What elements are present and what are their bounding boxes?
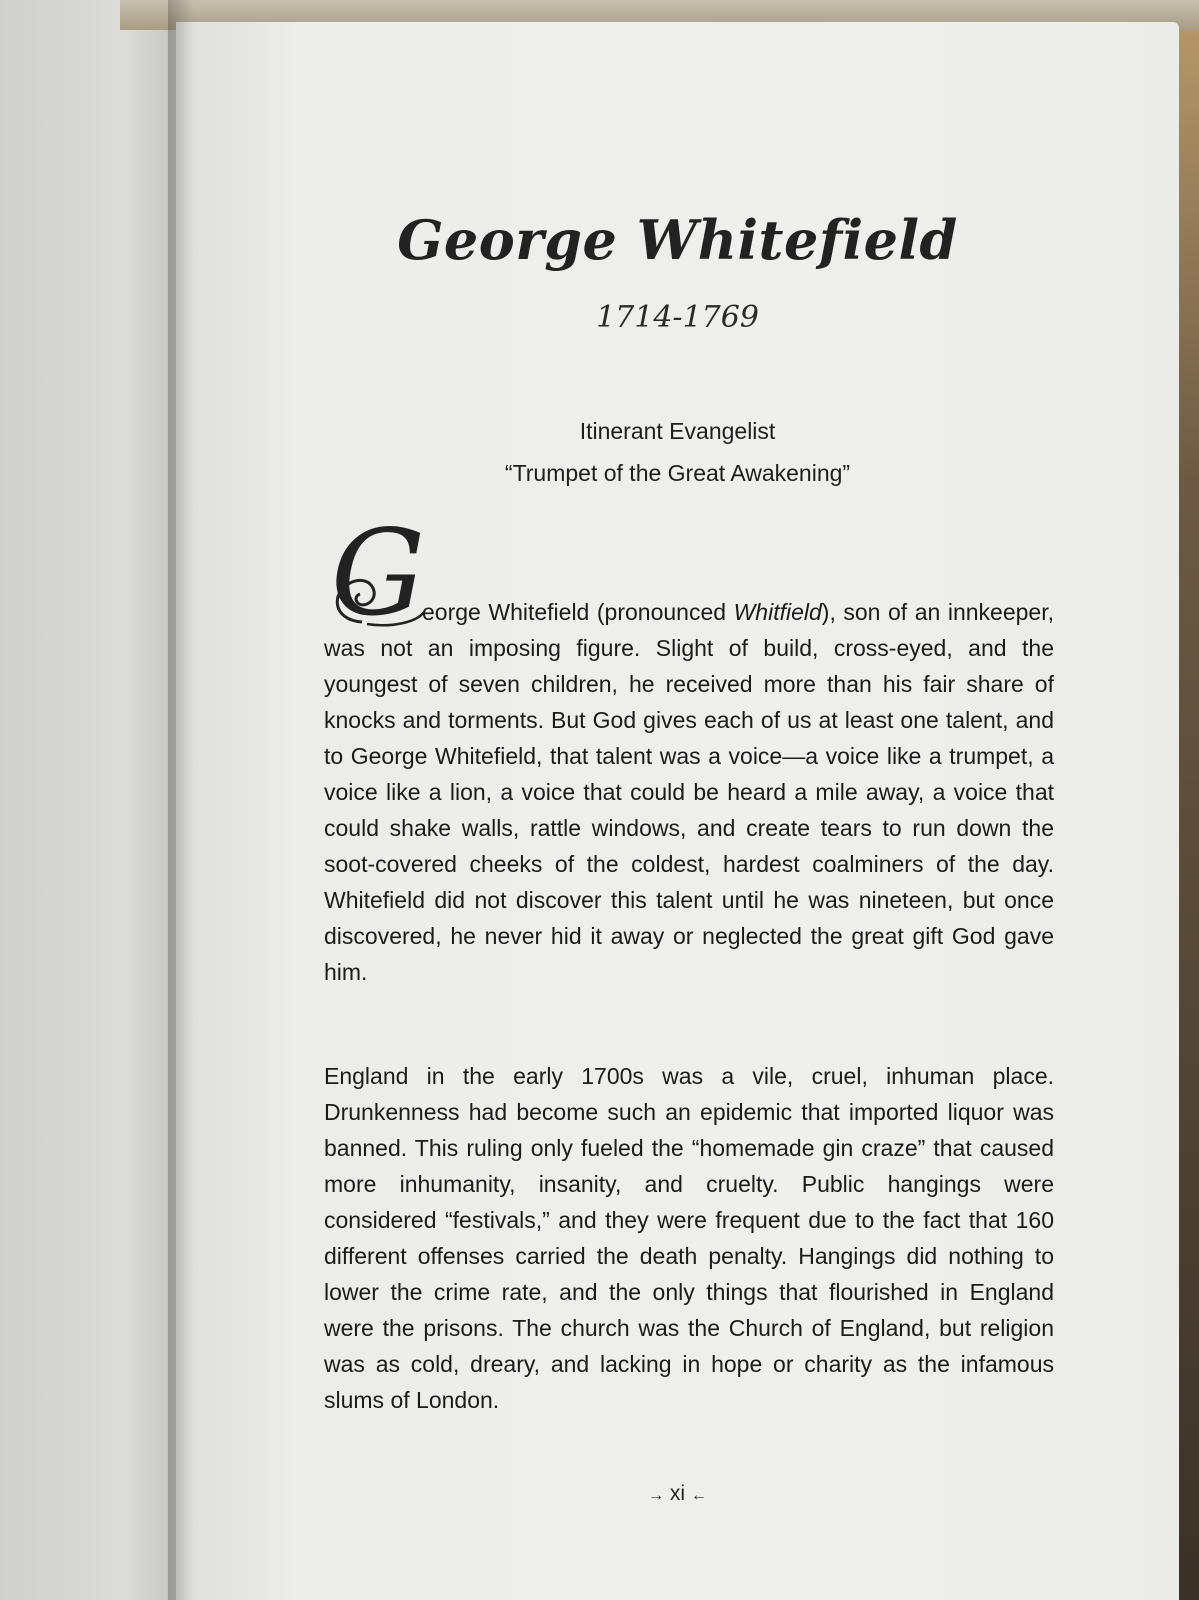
para1-emphasis: Whitfield bbox=[733, 599, 822, 625]
folio-arrow-left-icon: ← bbox=[690, 1487, 707, 1504]
page-number-text: xi bbox=[669, 1482, 686, 1505]
right-page bbox=[176, 22, 1179, 1600]
subtitle-epithet: “Trumpet of the Great Awakening” bbox=[504, 460, 851, 486]
book-gutter-shadow bbox=[168, 0, 194, 1600]
paragraph-intro bbox=[324, 594, 1054, 990]
paragraph-england: England in the early 1700s was a vile, cruel, inhuman place. Drunkenness had become such an epidemic that imported liquor was banned. This ruling only fueled the “homemade gin craze” that caused more inhumanity, insanity, and cruelty. Public hangings were considered “festivals,” and they were frequent due to the fact that 160 different offenses carried the death penalty. Hangings did nothing to lower the crime rate, and the only things that flourished in England were the prisons. The church was the Church of England, but religion was as cold, dreary, and lacking in hope or charity as the infamous slums of London. bbox=[324, 1063, 1054, 1413]
drop-cap-letter: G bbox=[330, 504, 426, 642]
para1-lead: eorge Whitefield (pronounced bbox=[422, 599, 734, 625]
left-page bbox=[0, 0, 180, 1600]
life-dates: 1714-1769 bbox=[596, 300, 759, 335]
folio-arrow-right-icon: → bbox=[648, 1487, 665, 1504]
chapter-title: George Whitefield bbox=[397, 208, 958, 272]
subtitle-role: Itinerant Evangelist bbox=[579, 418, 776, 444]
para1-rest: ), son of an innkeeper, was not an imposing figure. Slight of build, cross-eyed, and the youngest of seven children, he received more than his fair share of knocks and torments. But God gives each of us at least one talent, and to George Whitefield, that talent was a voice—a voice like a trumpet, a voice like a lion, a voice that could be heard a mile away, a voice that could shake walls, rattle windows, and create tears to run down the soot-covered cheeks of the coldest, hardest coalminers of the day. Whitefield did not discover this talent until he was nineteen, but once discovered, he never hid it away or neglected the great gift God gave him. bbox=[324, 599, 1054, 985]
page-number bbox=[176, 1482, 1179, 1506]
